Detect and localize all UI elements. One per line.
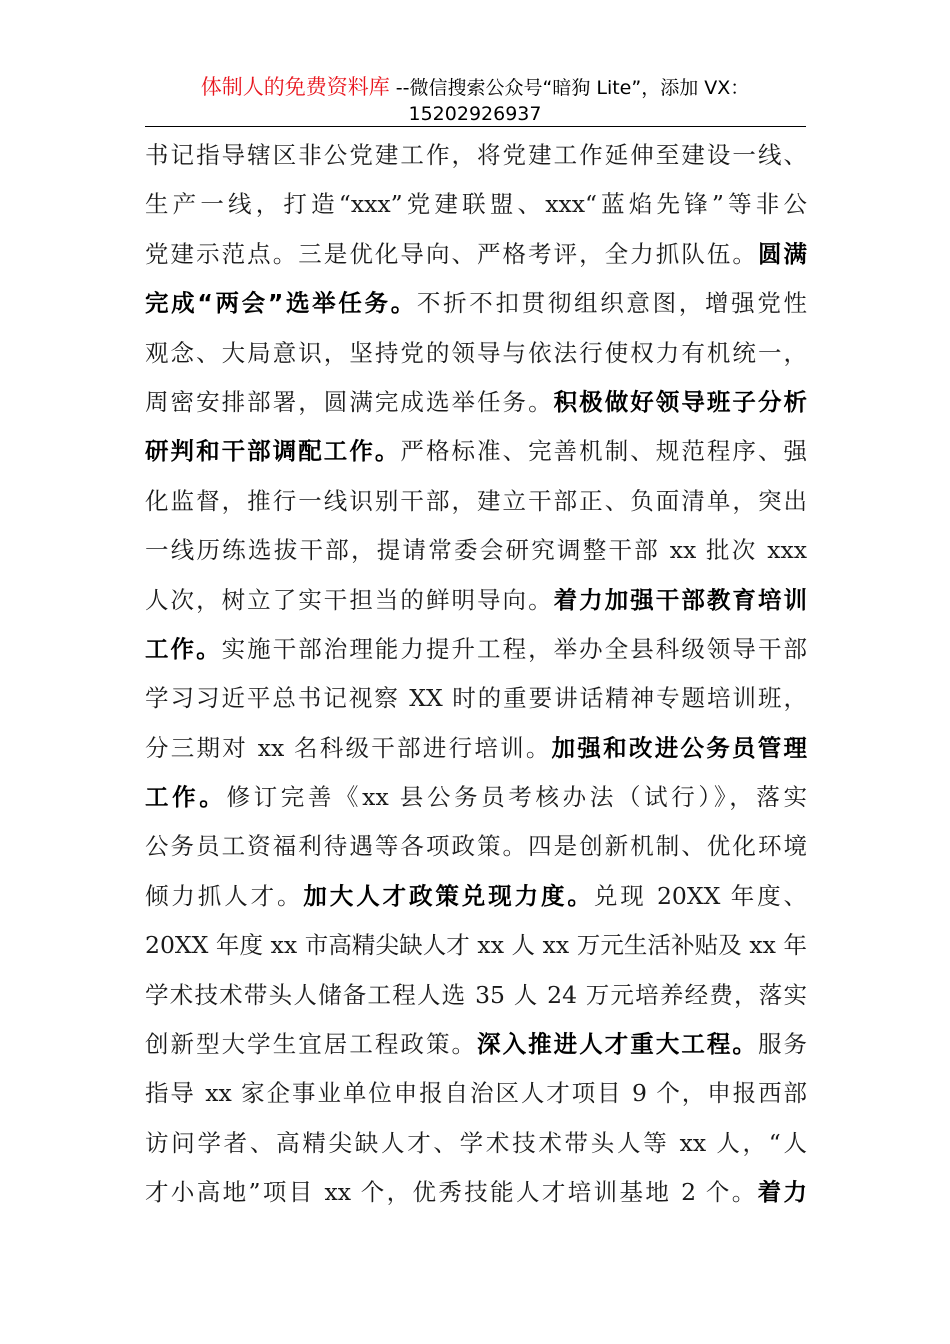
text-line: [145, 180, 807, 229]
text-line: [145, 329, 807, 378]
text-segment: 严格标准、完善机制、规范程序、强: [400, 437, 807, 466]
header-brand: 体制人的免费资料库: [200, 75, 390, 99]
body-text: [145, 131, 807, 1218]
text-segment: 20XX 年度 xx 市高精尖缺人才 xx 人 xx 万元生活补贴及 xx 年: [145, 931, 807, 960]
bold-heading-text: 着力加强干部教育培训: [553, 585, 807, 614]
text-line: [145, 576, 807, 625]
bold-heading-text: 深入推进人才重大工程。: [477, 1030, 758, 1059]
text-line: [145, 427, 807, 476]
text-segment: 一线历练选拔干部，提请常委会研究调整干部 xx 批次 xxx: [145, 536, 807, 565]
text-segment: 倾力抓人才。: [145, 881, 304, 910]
bold-heading-text: 圆满: [757, 239, 807, 268]
text-segment: 公务员工资福利待遇等各项政策。四是创新机制、优化环境: [145, 832, 807, 861]
text-segment: 创新型大学生宜居工程政策。: [145, 1030, 478, 1059]
text-line: [145, 526, 807, 575]
bold-heading-text: 完成“两会”选举任务。: [145, 289, 417, 318]
text-line: [145, 279, 807, 328]
text-line: [145, 971, 807, 1020]
text-segment: 化监督，推行一线识别干部，建立干部正、负面清单，突出: [145, 486, 807, 515]
text-line: [145, 773, 807, 822]
text-segment: 才小高地”项目 xx 个，优秀技能人才培训基地 2 个。: [145, 1178, 758, 1207]
text-segment: 周密安排部署，圆满完成选举任务。: [145, 387, 554, 416]
text-segment: 生产一线，打造“xxx”党建联盟、xxx“蓝焰先锋”等非公: [145, 190, 807, 219]
text-segment: 不折不扣贯彻组织意图，增强党性: [416, 289, 807, 318]
text-segment: 修订完善《xx 县公务员考核办法（试行）》，落实: [226, 783, 807, 812]
text-segment: 指导 xx 家企事业单位申报自治区人才项目 9 个，申报西部: [145, 1079, 807, 1108]
header-divider: [145, 126, 806, 127]
bold-heading-text: 研判和干部调配工作。: [145, 437, 401, 466]
text-segment: 访问学者、高精尖缺人才、学术技术带头人等 xx 人，“人: [145, 1128, 807, 1157]
text-line: [145, 230, 807, 279]
header-contact: 15202926937: [408, 103, 542, 125]
text-segment: 人次，树立了实干担当的鲜明导向。: [145, 585, 554, 614]
text-line: [145, 477, 807, 526]
header-info: --微信搜索公众号“暗狗 Lite”，添加 VX：: [389, 77, 750, 99]
bold-heading-text: 加大人才政策兑现力度。: [303, 881, 594, 910]
bold-heading-text: 着力: [757, 1178, 807, 1207]
text-line: [145, 822, 807, 871]
bold-heading-text: 工作。: [145, 634, 222, 663]
text-segment: 实施干部治理能力提升工程，举办全县科级领导干部: [221, 634, 807, 663]
text-segment: 书记指导辖区非公党建工作，将党建工作延伸至建设一线、: [145, 141, 807, 169]
text-segment: 兑现 20XX 年度、: [593, 881, 807, 910]
bold-heading-text: 加强和改进公务员管理: [551, 733, 807, 762]
text-segment: 学术技术带头人储备工程人选 35 人 24 万元培养经费，落实: [145, 980, 807, 1009]
text-line: [145, 1069, 807, 1118]
text-line: [145, 131, 807, 180]
text-line: [145, 921, 807, 970]
bold-heading-text: 工作。: [145, 783, 227, 812]
text-segment: 分三期对 xx 名科级干部进行培训。: [145, 733, 552, 762]
text-line: [145, 1119, 807, 1168]
text-line: [145, 625, 807, 674]
text-segment: 党建示范点。三是优化导向、严格考评，全力抓队伍。: [145, 239, 758, 268]
text-line: [145, 674, 807, 723]
text-line: [145, 1020, 807, 1069]
text-line: [145, 724, 807, 773]
text-segment: 观念、大局意识，坚持党的领导与依法行使权力有机统一，: [145, 338, 807, 367]
text-line: [145, 872, 807, 921]
text-segment: 服务: [757, 1030, 807, 1059]
header-line-1: [145, 74, 805, 101]
text-segment: 学习习近平总书记视察 XX 时的重要讲话精神专题培训班，: [145, 684, 807, 713]
text-line: [145, 1168, 807, 1217]
page-header: [145, 74, 805, 127]
bold-heading-text: 积极做好领导班子分析: [553, 387, 807, 416]
text-line: [145, 378, 807, 427]
